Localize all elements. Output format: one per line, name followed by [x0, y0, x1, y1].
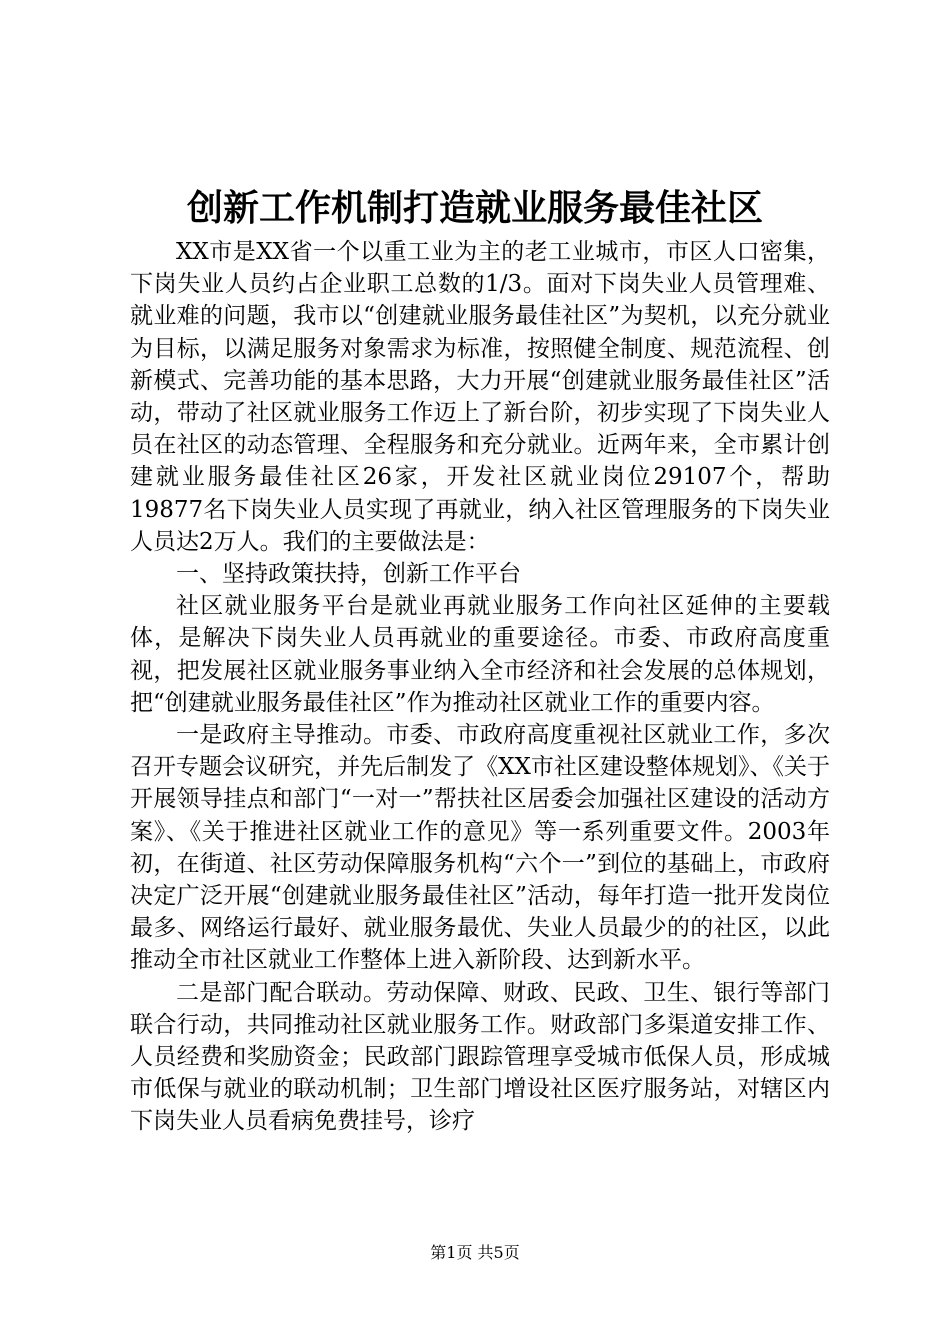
paragraph-intro: XX市是XX省一个以重工业为主的老工业城市，市区人口密集，下岗失业人员约占企业职工总数的1/3。面对下岗失业人员管理难、就业难的问题，我市以“创建就业服务最佳社区”为契机，以充分就业为目标，以满足服务对象需求为标准，按照健全制度、规范流程、创新模式、完善功能的基本思路，大力开展“创建就业服务最佳社区”活动，带动了社区就业服务工作迈上了新台阶，初步实现了下岗失业人员在社区的动态管理、全程服务和充分就业。近两年来，全市累计创建就业服务最佳社区26家，开发社区就业岗位29107个，帮助19877名下岗失业人员实现了再就业，纳入社区管理服务的下岗失业人员达2万人。我们的主要做法是： — [130, 239, 830, 555]
paragraph-point-2: 二是部门配合联动。劳动保障、财政、民政、卫生、银行等部门联合行动，共同推动社区就业服务工作。财政部门多渠道安排工作、人员经费和奖励资金；民政部门跟踪管理享受城市低保人员，形成城市低保与就业的联动机制；卫生部门增设社区医疗服务站，对辖区内下岗失业人员看病免费挂号，诊疗 — [130, 979, 830, 1135]
document-body — [130, 236, 830, 1138]
document-title: 创新工作机制打造就业服务最佳社区 — [186, 187, 763, 229]
paragraph-point-1: 一是政府主导推动。市委、市政府高度重视社区就业工作，多次召开专题会议研究，并先后制发了《XX市社区建设整体规划》、《关于开展领导挂点和部门“一对一”帮扶社区居委会加强社区建设的活动方案》、《关于推进社区就业工作的意见》等一系列重要文件。2003年初，在街道、社区劳动保障服务机构“六个一”到位的基础上，市政府决定广泛开展“创建就业服务最佳社区”活动，每年打造一批开发岗位最多、网络运行最好、就业服务最优、失业人员最少的的社区，以此推动全市社区就业工作整体上进入新阶段、达到新水平。 — [130, 722, 830, 974]
page-footer: 第1页 共5页 — [430, 1243, 520, 1262]
paragraph-section-1: 社区就业服务平台是就业再就业服务工作向社区延伸的主要载体，是解决下岗失业人员再就业的重要途径。市委、市政府高度重视，把发展社区就业服务事业纳入全市经济和社会发展的总体规划，把“创建就业服务最佳社区”作为推动社区就业工作的重要内容。 — [130, 593, 830, 716]
section-heading-1: 一、坚持政策扶持，创新工作平台 — [176, 561, 521, 588]
